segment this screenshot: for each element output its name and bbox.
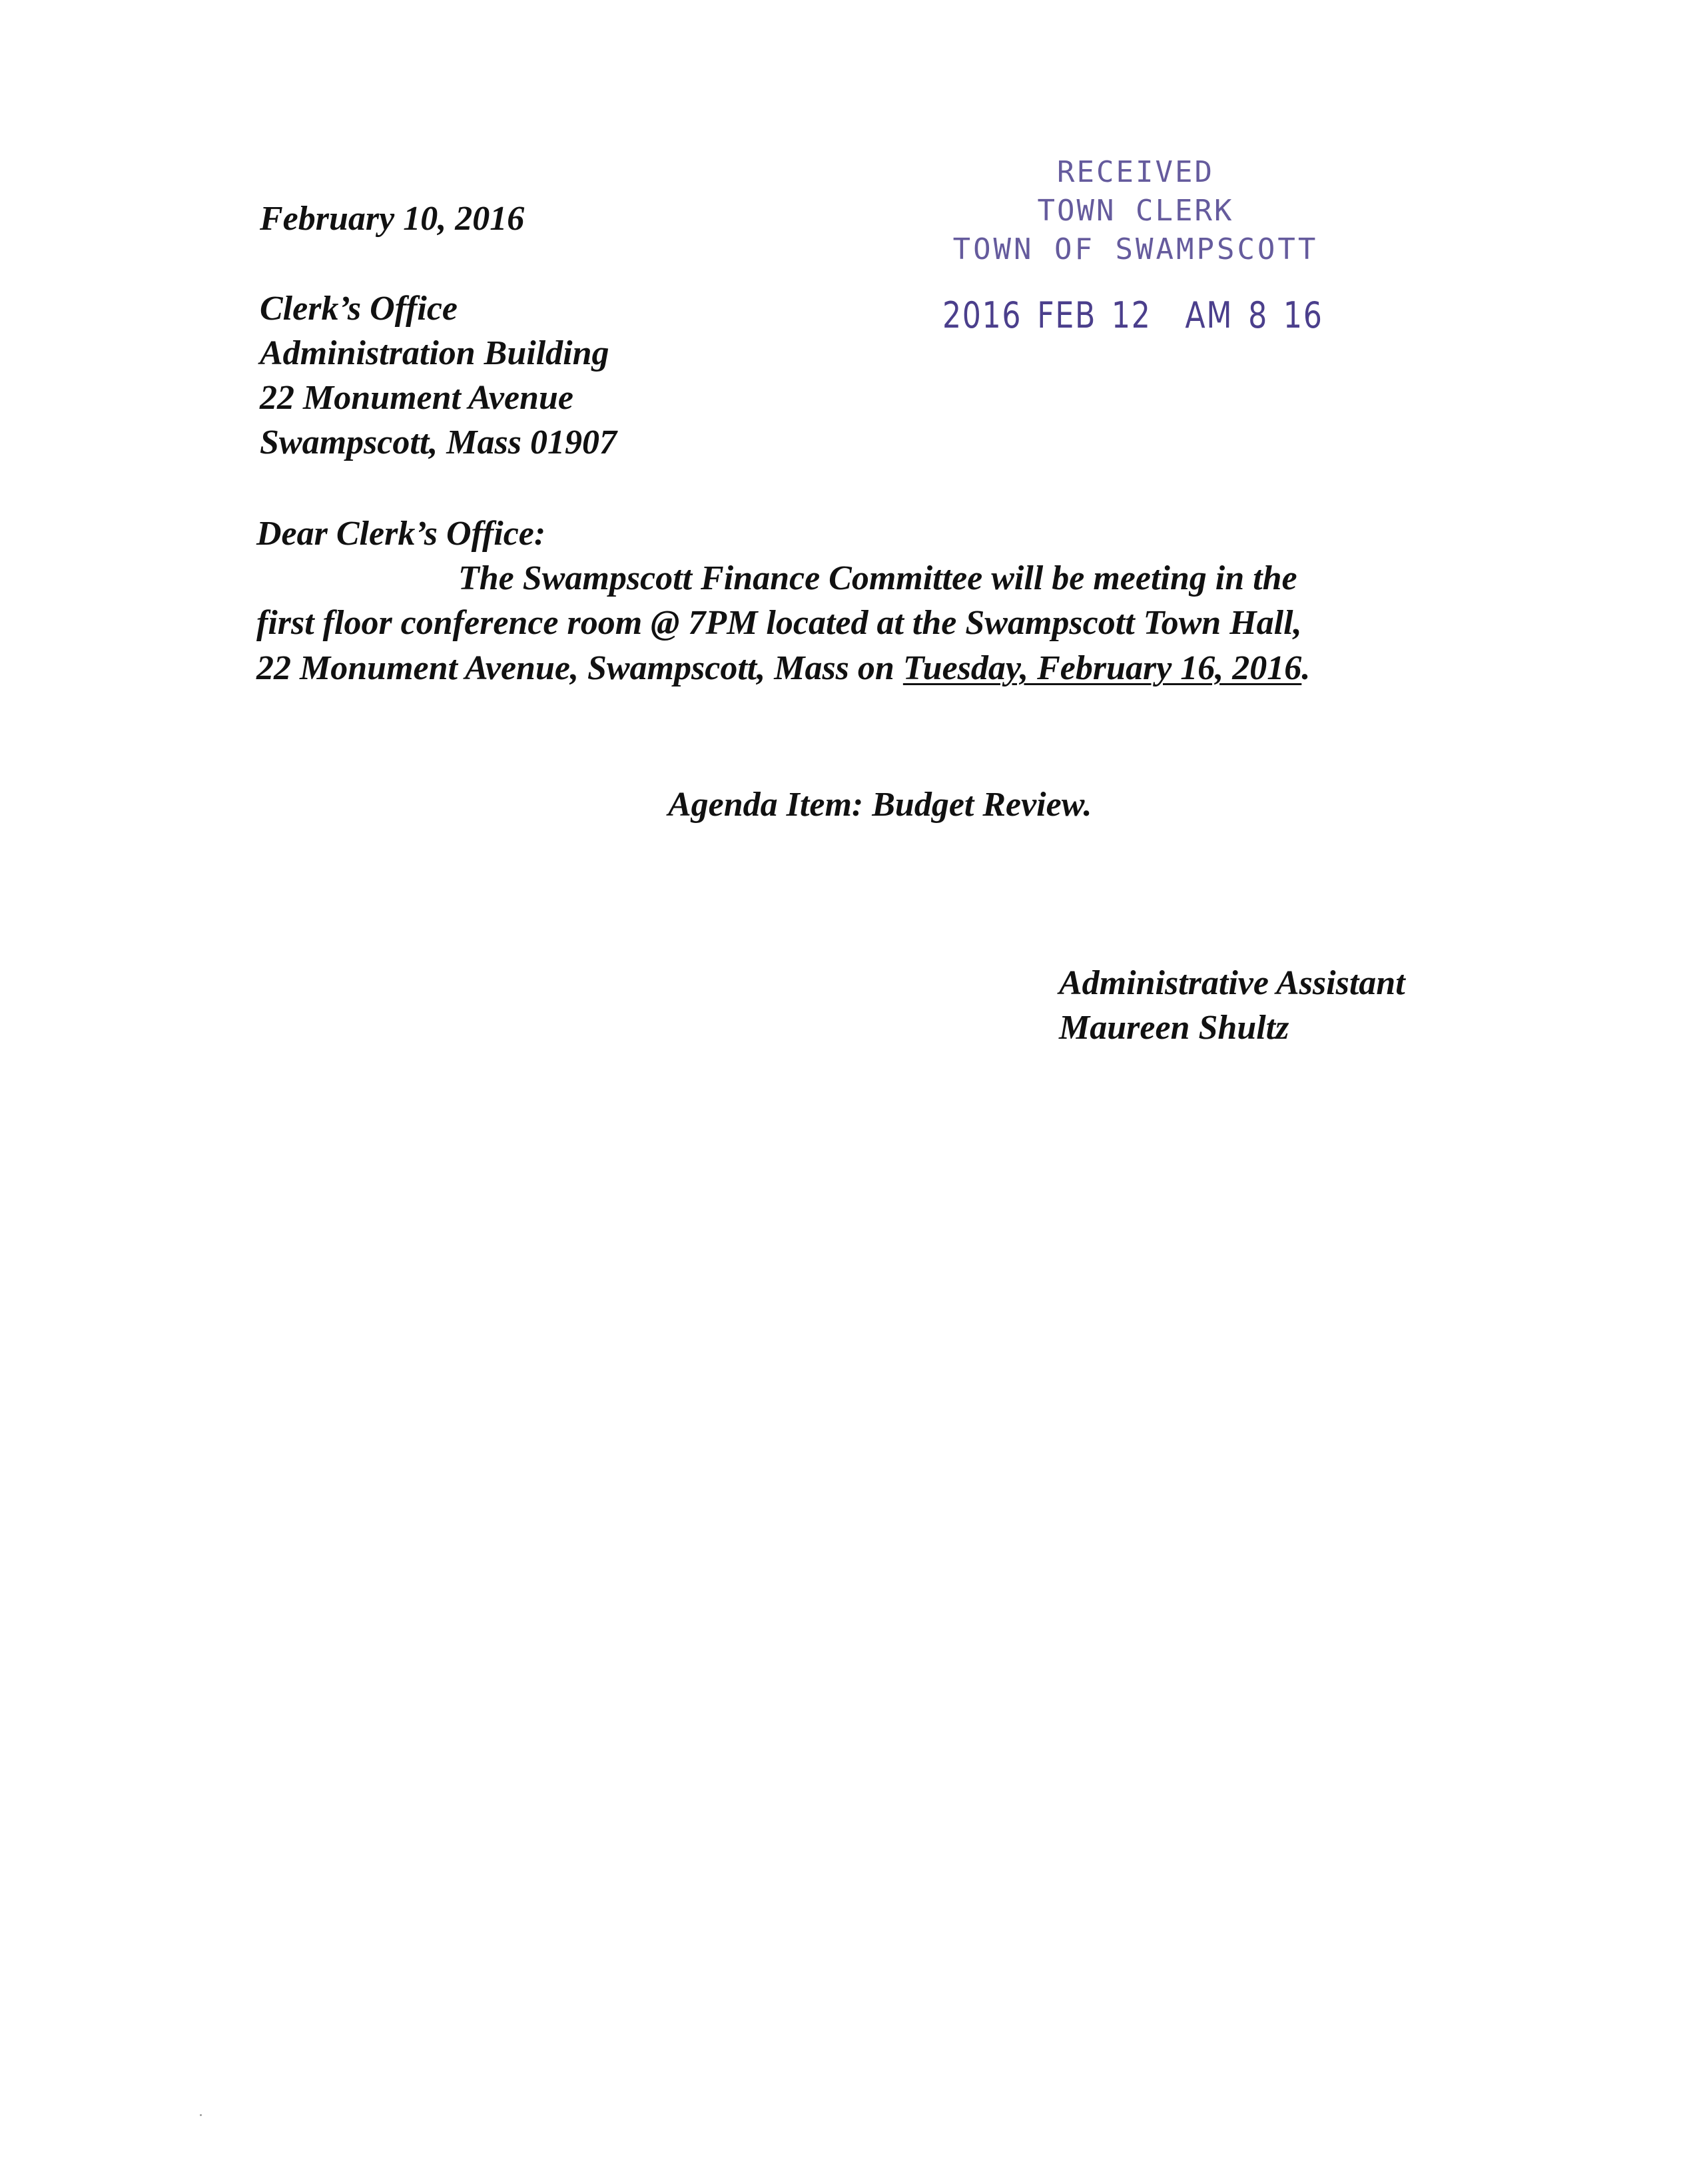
body-line-2: first floor conference room @ 7PM located at the Swampscott Town Hall, — [256, 604, 1302, 642]
signature-name: Maureen Shultz — [1059, 1009, 1289, 1047]
stamp-minute: 16 — [1283, 294, 1323, 336]
signature-title: Administrative Assistant — [1059, 964, 1405, 1002]
stamp-town-clerk: TOWN CLERK — [1037, 194, 1234, 228]
salutation: Dear Clerk’s Office: — [256, 515, 546, 553]
address-line: Clerk’s Office — [260, 290, 458, 328]
address-line: Administration Building — [260, 334, 609, 372]
recipient-address — [260, 286, 617, 465]
body-line-3-period: . — [1301, 649, 1311, 687]
stamp-day: 12 — [1111, 294, 1152, 336]
stamp-hour: 8 — [1248, 294, 1268, 336]
signature-block — [1059, 961, 1405, 1050]
body-line-3-text: 22 Monument Avenue, Swampscott, Mass on — [256, 649, 903, 687]
stamp-ampm: AM — [1185, 294, 1233, 336]
stamp-town-name: TOWN OF SWAMPSCOTT — [952, 232, 1319, 266]
body-line-1: The Swampscott Finance Committee will be meeting in the — [458, 559, 1297, 597]
scan-speck — [200, 2114, 202, 2116]
stamp-month: FEB — [1037, 294, 1096, 336]
letter-date: February 10, 2016 — [260, 200, 525, 238]
address-line: Swampscott, Mass 01907 — [260, 423, 617, 461]
body-line-3 — [256, 646, 1310, 690]
stamp-year: 2016 — [942, 294, 1022, 336]
address-line: 22 Monument Avenue — [260, 379, 573, 417]
agenda-item: Agenda Item: Budget Review. — [668, 786, 1092, 824]
stamp-received: RECEIVED — [1057, 155, 1214, 189]
received-stamp — [942, 153, 1329, 337]
stamp-datetime — [942, 294, 1323, 337]
meeting-date: Tuesday, February 16, 2016 — [902, 649, 1302, 687]
